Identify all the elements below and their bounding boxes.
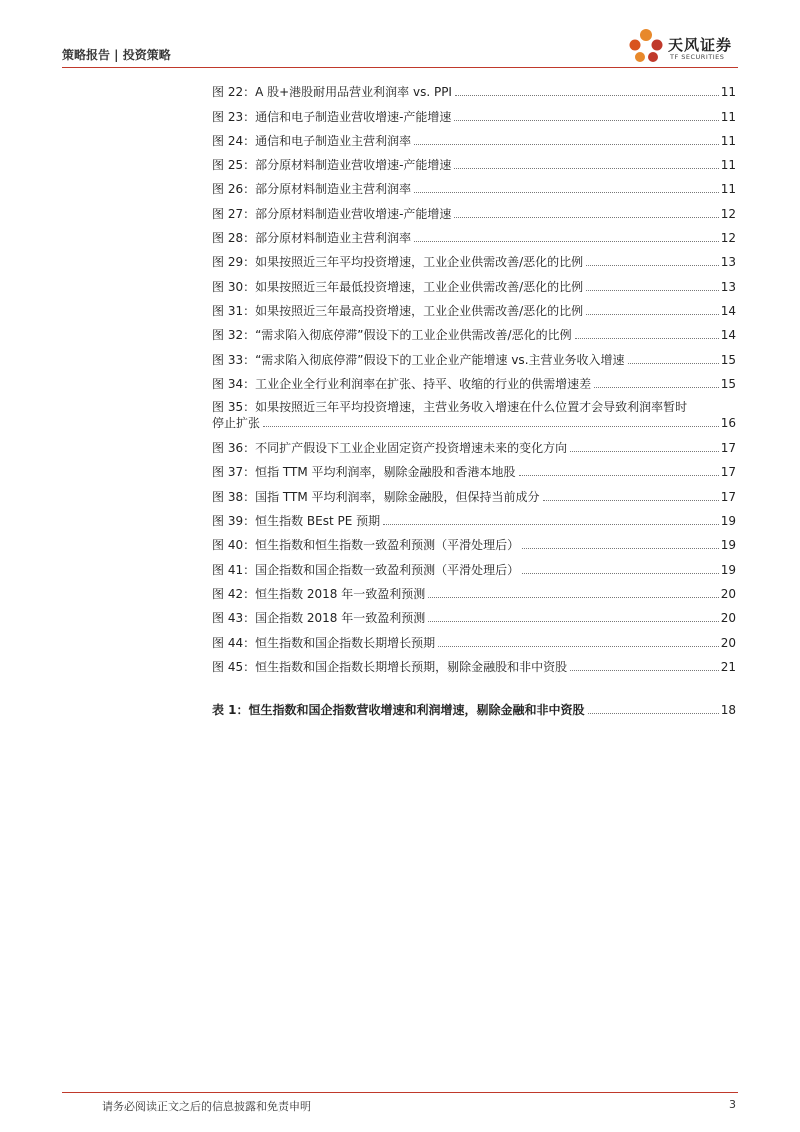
toc-leader	[383, 524, 719, 525]
toc-entry-title: 图 28：部分原材料制造业主营利润率	[212, 231, 412, 246]
toc-leader	[522, 573, 719, 574]
toc-leader	[628, 363, 719, 364]
toc-entry[interactable]	[212, 270, 736, 294]
toc-leader	[454, 168, 718, 169]
toc-entry[interactable]	[212, 578, 736, 602]
toc-leader	[414, 192, 719, 193]
toc-entry-title: 图 34：工业企业全行业利润率在扩张、持平、收缩的行业的供需增速差	[212, 376, 592, 391]
flower-logo-icon	[626, 26, 666, 66]
toc-entry-title: 图 39：恒生指数 BEst PE 预期	[212, 514, 381, 529]
toc-leader	[586, 314, 719, 315]
toc-entry-page: 20	[720, 586, 736, 601]
toc-entry[interactable]	[212, 392, 736, 432]
toc-entry-title: 图 31：如果按照近三年最高投资增速，工业企业供需改善/恶化的比例	[212, 303, 584, 318]
toc-entry[interactable]	[212, 626, 736, 650]
toc-entry[interactable]	[212, 529, 736, 553]
toc-entry-page: 17	[720, 489, 736, 504]
toc-leader	[438, 646, 719, 647]
toc-leader	[588, 713, 719, 714]
toc-entry-title: 图 33：“需求陷入彻底停滞”假设下的工业企业产能增速 vs.主营业务收入增速	[212, 352, 625, 367]
footer-disclaimer: 请务必阅读正文之后的信息披露和免责申明	[102, 1100, 311, 1113]
toc-entry-page: 13	[720, 279, 736, 294]
toc-entry-page: 19	[720, 562, 736, 577]
table-toc-entry[interactable]	[212, 694, 736, 718]
toc-entry-title: 图 40：恒生指数和恒生指数一致盈利预测（平滑处理后）	[212, 538, 520, 553]
toc-entry[interactable]	[212, 553, 736, 577]
figure-toc	[212, 76, 736, 718]
toc-entry[interactable]	[212, 295, 736, 319]
toc-leader	[586, 290, 719, 291]
toc-entry-page: 12	[720, 206, 736, 221]
toc-leader	[414, 144, 719, 145]
toc-leader	[575, 338, 719, 339]
toc-entry-title: 图 36：不同扩产假设下工业企业固定资产投资增速未来的变化方向	[212, 441, 568, 456]
report-header: 策略报告 | 投资策略	[62, 48, 171, 62]
toc-entry-page: 16	[720, 415, 736, 430]
toc-entry-page: 11	[720, 109, 736, 124]
toc-leader	[570, 670, 719, 671]
toc-entry-page: 19	[720, 514, 736, 529]
toc-leader	[519, 475, 719, 476]
toc-entry-page: 20	[720, 611, 736, 626]
logo-name: 天风证券	[668, 36, 733, 54]
toc-entry-page: 14	[720, 303, 736, 318]
toc-leader	[428, 621, 718, 622]
toc-entry-page: 21	[720, 659, 736, 674]
toc-entry-title: 图 30：如果按照近三年最低投资增速，工业企业供需改善/恶化的比例	[212, 279, 584, 294]
toc-entry[interactable]	[212, 343, 736, 367]
toc-entry-page: 12	[720, 231, 736, 246]
toc-entry-title: 图 43：国企指数 2018 年一致盈利预测	[212, 611, 426, 626]
toc-leader	[455, 95, 719, 96]
company-logo	[626, 26, 742, 66]
toc-entry[interactable]	[212, 432, 736, 456]
toc-leader	[454, 120, 718, 121]
toc-leader	[414, 241, 719, 242]
toc-entry-page: 19	[720, 538, 736, 553]
toc-entry-page: 11	[720, 158, 736, 173]
toc-entry-page: 17	[720, 465, 736, 480]
toc-entry-title: 图 25：部分原材料制造业营收增速-产能增速	[212, 158, 452, 173]
toc-entry[interactable]	[212, 149, 736, 173]
toc-entry[interactable]	[212, 319, 736, 343]
toc-leader	[428, 597, 718, 598]
toc-entry-page: 11	[720, 133, 736, 148]
toc-entry-title: 图 23：通信和电子制造业营收增速-产能增速	[212, 109, 452, 124]
toc-entry[interactable]	[212, 222, 736, 246]
toc-entry[interactable]	[212, 602, 736, 626]
toc-entry-title: 图 22：A 股+港股耐用品营业利润率 vs. PPI	[212, 85, 452, 100]
toc-entry[interactable]	[212, 246, 736, 270]
toc-entry-title-continued: 停止扩张	[212, 415, 261, 430]
toc-entry-title: 图 45：恒生指数和国企指数长期增长预期，剔除金融股和非中资股	[212, 659, 568, 674]
toc-leader	[522, 548, 719, 549]
toc-leader	[454, 217, 718, 218]
toc-leader	[543, 500, 719, 501]
toc-entry-title: 图 41：国企指数和国企指数一致盈利预测（平滑处理后）	[212, 562, 520, 577]
logo-subtitle: TF SECURITIES	[670, 53, 725, 61]
toc-entry[interactable]	[212, 173, 736, 197]
toc-entry-title: 图 29：如果按照近三年平均投资增速，工业企业供需改善/恶化的比例	[212, 255, 584, 270]
toc-entry-page: 20	[720, 635, 736, 650]
toc-entry-title: 图 24：通信和电子制造业主营利润率	[212, 133, 412, 148]
toc-entry-page: 11	[720, 85, 736, 100]
toc-entry[interactable]	[212, 480, 736, 504]
toc-leader	[586, 265, 719, 266]
toc-entry-page: 14	[720, 328, 736, 343]
toc-leader	[570, 451, 719, 452]
toc-entry[interactable]	[212, 368, 736, 392]
table-toc-entry-page: 18	[720, 703, 736, 718]
toc-entry[interactable]	[212, 125, 736, 149]
toc-entry-title: 图 38：国指 TTM 平均利润率，剔除金融股，但保持当前成分	[212, 489, 540, 504]
toc-entry[interactable]	[212, 76, 736, 100]
header-divider	[62, 67, 738, 68]
toc-entry-title: 图 27：部分原材料制造业营收增速-产能增速	[212, 206, 452, 221]
toc-entry-page: 15	[720, 376, 736, 391]
toc-entry-title: 图 26：部分原材料制造业主营利润率	[212, 182, 412, 197]
footer-divider	[62, 1092, 738, 1093]
toc-entry[interactable]	[212, 651, 736, 675]
toc-entry[interactable]	[212, 197, 736, 221]
page-number: 3	[729, 1098, 736, 1111]
toc-leader	[594, 387, 719, 388]
toc-entry[interactable]	[212, 100, 736, 124]
toc-entry-title: 图 35：如果按照近三年平均投资增速，主营业务收入增速在什么位置才会导致利润率暂时	[212, 399, 688, 414]
table-toc-entry-title: 表 1：恒生指数和国企指数营收增速和利润增速，剔除金融和非中资股	[212, 703, 585, 718]
toc-leader	[263, 426, 719, 427]
toc-entry-page: 11	[720, 182, 736, 197]
toc-entry-page: 13	[720, 255, 736, 270]
toc-entry-title: 图 32：“需求陷入彻底停滞”假设下的工业企业供需改善/恶化的比例	[212, 328, 572, 343]
toc-entry-title: 图 44：恒生指数和国企指数长期增长预期	[212, 635, 436, 650]
toc-entry[interactable]	[212, 505, 736, 529]
toc-entry[interactable]	[212, 456, 736, 480]
toc-entry-page: 17	[720, 441, 736, 456]
toc-entry-title: 图 42：恒生指数 2018 年一致盈利预测	[212, 586, 426, 601]
toc-entry-page: 15	[720, 352, 736, 367]
toc-entry-title: 图 37：恒指 TTM 平均利润率，剔除金融股和香港本地股	[212, 465, 516, 480]
